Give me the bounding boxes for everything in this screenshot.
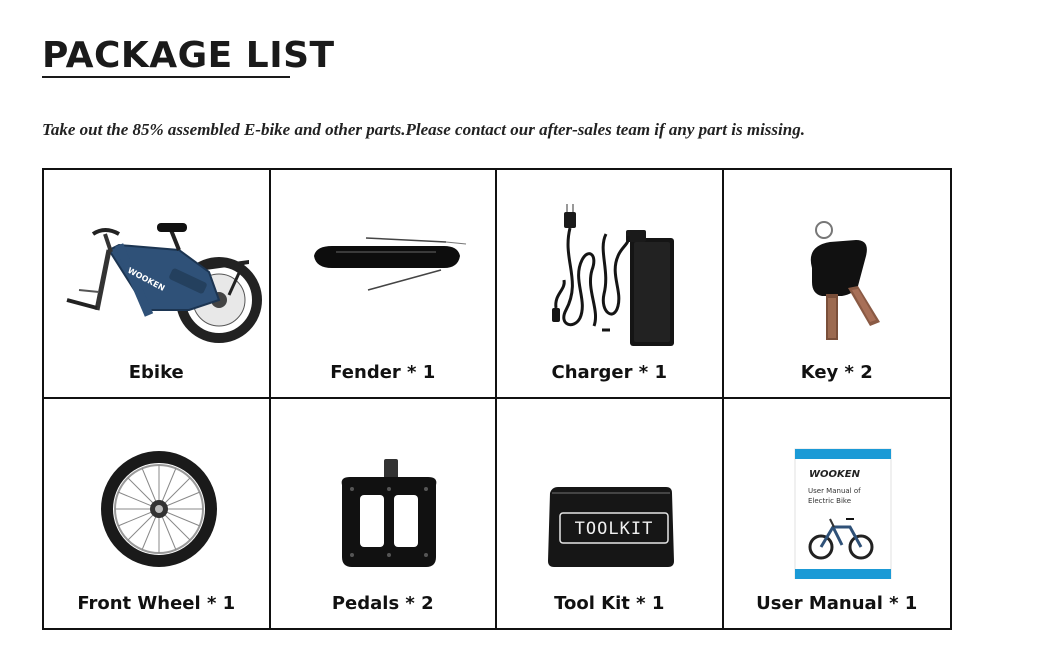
ebike-icon [44, 190, 269, 350]
key-icon [724, 190, 951, 350]
title-underline [42, 76, 290, 78]
charger-icon [497, 190, 722, 350]
pedal-icon [271, 419, 496, 579]
fender-icon [271, 190, 496, 350]
item-label: Ebike [128, 362, 184, 383]
item-label: User Manual * 1 [756, 593, 918, 614]
package-item-pedals [271, 399, 498, 628]
item-label: Charger * 1 [551, 362, 667, 383]
svg-text:WOOKEN: WOOKEN [126, 265, 167, 293]
wheel-icon [44, 419, 269, 579]
page-title: PACKAGE LIST [42, 35, 335, 76]
package-item-ebike [44, 170, 271, 399]
item-label: Tool Kit * 1 [554, 593, 665, 614]
package-item-user-manual [724, 399, 951, 628]
package-item-toolkit [497, 399, 724, 628]
item-label: Front Wheel * 1 [77, 593, 236, 614]
manual-icon [724, 419, 951, 579]
toolkit-icon [497, 419, 722, 579]
package-item-charger [497, 170, 724, 399]
item-label: Key * 2 [800, 362, 873, 383]
item-label: Fender * 1 [330, 362, 436, 383]
package-item-key [724, 170, 951, 399]
svg-text:WOOKEN: WOOKEN [808, 469, 860, 480]
svg-text:TOOLKIT: TOOLKIT [574, 519, 654, 539]
package-items-grid [42, 168, 952, 630]
svg-text:User Manual of: User Manual of [807, 487, 861, 495]
item-label: Pedals * 2 [331, 593, 434, 614]
svg-text:Electric Bike: Electric Bike [807, 497, 851, 505]
package-item-front-wheel [44, 399, 271, 628]
package-item-fender [271, 170, 498, 399]
instruction-note: Take out the 85% assembled E-bike and other parts.Please contact our after-sales team if any part is missing. [42, 120, 805, 139]
